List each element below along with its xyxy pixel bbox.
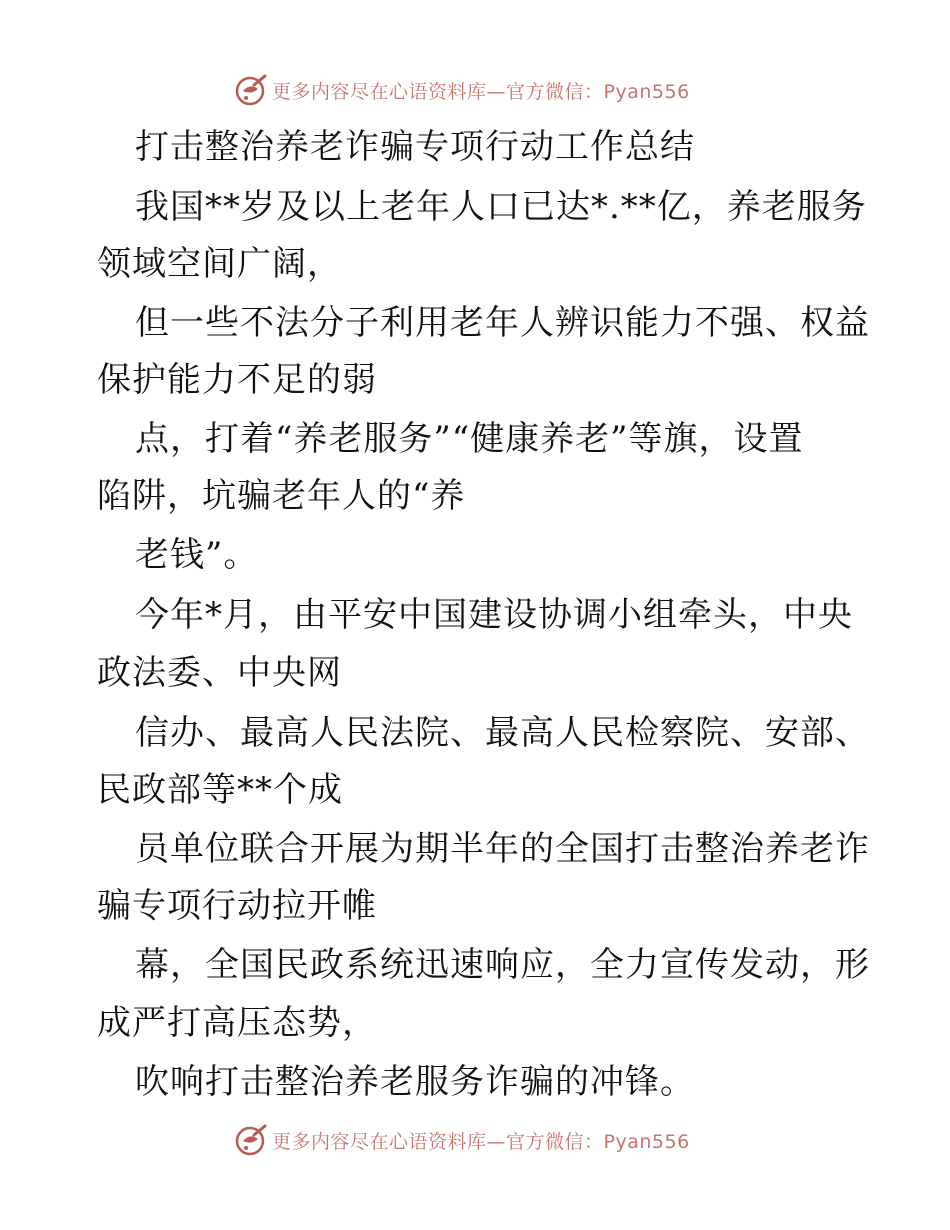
text-line: 今年*月，由平安中国建设协调小组牵头，中央 (135, 595, 853, 635)
pen-logo-icon (234, 1123, 268, 1157)
text-line: 老钱”。 (135, 535, 259, 575)
text-line: 信办、最高人民法院、最高人民检察院、安部、 (135, 713, 870, 753)
footer-watermark (234, 1122, 690, 1158)
text-line: 政法委、中央网 (97, 653, 342, 693)
header-watermark (234, 72, 690, 108)
text-line: 但一些不法分子利用老年人辨识能力不强、权益 (135, 303, 870, 343)
header-watermark-text: 更多内容尽在心语资料库—官方微信：Pyan556 (272, 80, 690, 103)
text-line: 我国**岁及以上老年人口已达*.**亿，养老服务 (135, 187, 867, 227)
document-title: 打击整治养老诈骗专项行动工作总结 (135, 127, 695, 167)
text-line: 吹响打击整治养老服务诈骗的冲锋。 (135, 1062, 695, 1102)
pen-logo-icon (234, 73, 268, 107)
text-line: 陷阱，坑骗老年人的“养 (97, 476, 466, 516)
text-line: 领域空间广阔， (97, 244, 342, 284)
text-line: 保护能力不足的弱 (97, 360, 377, 400)
text-line: 员单位联合开展为期半年的全国打击整治养老诈 (135, 829, 870, 869)
text-line: 幕，全国民政系统迅速响应，全力宣传发动，形 (135, 945, 870, 985)
text-line: 骗专项行动拉开帷 (97, 886, 377, 926)
footer-watermark-text: 更多内容尽在心语资料库—官方微信：Pyan556 (272, 1130, 690, 1153)
text-line: 点，打着“养老服务”“健康养老”等旗，设置 (135, 419, 804, 459)
text-line: 民政部等**个成 (97, 770, 343, 810)
text-line: 成严打高压态势， (97, 1003, 377, 1043)
